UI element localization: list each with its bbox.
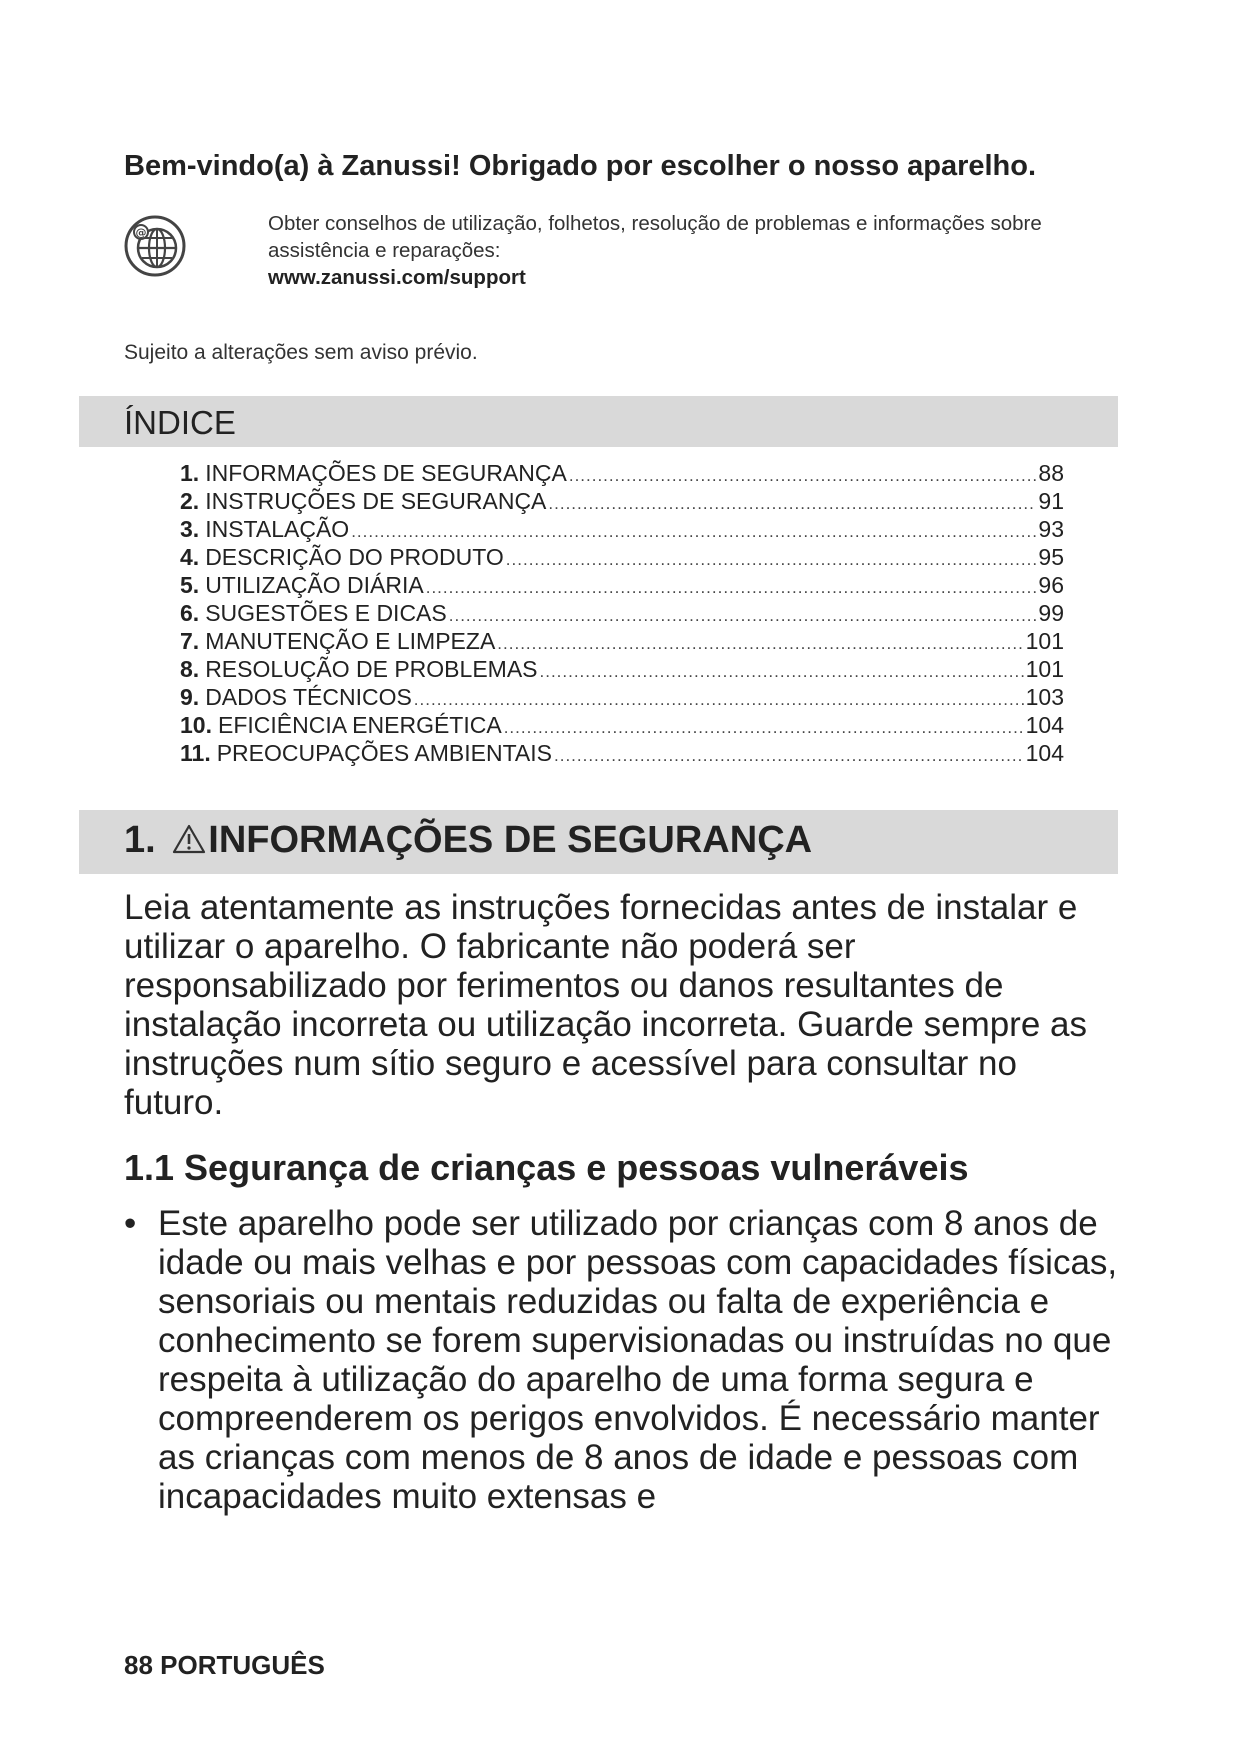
toc-page: 95 bbox=[1038, 544, 1064, 570]
change-notice: Sujeito a alterações sem aviso prévio. bbox=[124, 341, 478, 364]
toc-page: 104 bbox=[1025, 740, 1064, 766]
toc-title: SUGESTÕES E DICAS bbox=[205, 600, 447, 626]
subsection-heading: 1.1 Segurança de crianças e pessoas vulneráveis bbox=[124, 1147, 969, 1188]
toc-page: 104 bbox=[1025, 712, 1064, 738]
toc-number: 4. bbox=[180, 544, 200, 570]
table-of-contents bbox=[180, 460, 1064, 768]
toc-leader bbox=[414, 690, 1024, 710]
toc-title: EFICIÊNCIA ENERGÉTICA bbox=[217, 712, 502, 738]
toc-number: 7. bbox=[180, 628, 200, 654]
toc-page: 101 bbox=[1025, 656, 1064, 682]
warning-icon bbox=[172, 824, 206, 854]
toc-item-10[interactable] bbox=[180, 712, 1064, 740]
toc-leader bbox=[554, 746, 1024, 766]
support-description: Obter conselhos de utilização, folhetos, resolução de problemas e informações sobre assistência e reparações: bbox=[268, 212, 1042, 262]
toc-leader bbox=[548, 494, 1036, 514]
toc-leader bbox=[569, 466, 1037, 486]
toc-title: MANUTENÇÃO E LIMPEZA bbox=[205, 628, 496, 654]
toc-leader bbox=[497, 634, 1023, 654]
toc-title: DADOS TÉCNICOS bbox=[205, 684, 412, 710]
toc-leader bbox=[351, 522, 1036, 542]
toc-page: 91 bbox=[1038, 488, 1064, 514]
index-title: ÍNDICE bbox=[124, 404, 236, 441]
toc-page: 93 bbox=[1038, 516, 1064, 542]
toc-item-4[interactable] bbox=[180, 544, 1064, 572]
toc-item-3[interactable] bbox=[180, 516, 1064, 544]
support-link[interactable]: www.zanussi.com/support bbox=[268, 266, 526, 289]
intro-paragraph: Leia atentamente as instruções fornecidas antes de instalar e utilizar o aparelho. O fabricante não poderá ser responsabilizado por ferimentos ou danos resultantes de instalação incorreta ou utilização incorreta. Guarde sempre as instruções num sítio seguro e acessível para consultar no futuro. bbox=[124, 888, 1087, 1122]
list-item bbox=[124, 1204, 1124, 1516]
toc-title: DESCRIÇÃO DO PRODUTO bbox=[205, 544, 504, 570]
toc-item-9[interactable] bbox=[180, 684, 1064, 712]
toc-number: 8. bbox=[180, 656, 200, 682]
toc-title: INSTRUÇÕES DE SEGURANÇA bbox=[205, 488, 547, 514]
support-info bbox=[268, 210, 1128, 291]
toc-title: INSTALAÇÃO bbox=[205, 516, 350, 542]
toc-item-11[interactable] bbox=[180, 740, 1064, 768]
bullet-marker: • bbox=[124, 1204, 137, 1243]
toc-leader bbox=[449, 606, 1037, 626]
bullet-text: Este aparelho pode ser utilizado por crianças com 8 anos de idade ou mais velhas e por pessoas com capacidades físicas, sensoriais ou mentais reduzidas ou falta de experiência e conhecimento se forem supervisionadas ou instruídas no que respeita à utilização do aparelho de uma forma segura e compreenderem os perigos envolvidos. É necessário manter as crianças com menos de 8 anos de idade e pessoas com incapacidades muito extensas e bbox=[158, 1204, 1118, 1516]
toc-page: 101 bbox=[1025, 628, 1064, 654]
toc-leader bbox=[506, 550, 1037, 570]
toc-number: 11. bbox=[180, 740, 211, 766]
toc-leader bbox=[504, 718, 1024, 738]
toc-item-7[interactable] bbox=[180, 628, 1064, 656]
toc-item-8[interactable] bbox=[180, 656, 1064, 684]
section-number: 1. bbox=[124, 819, 156, 861]
toc-title: UTILIZAÇÃO DIÁRIA bbox=[205, 572, 424, 598]
page-number: 88 bbox=[124, 1650, 153, 1680]
page-footer bbox=[124, 1650, 325, 1681]
toc-number: 10. bbox=[180, 712, 212, 738]
toc-title: INFORMAÇÕES DE SEGURANÇA bbox=[205, 460, 567, 486]
toc-page: 103 bbox=[1025, 684, 1064, 710]
globe-icon bbox=[123, 214, 187, 278]
section-title: INFORMAÇÕES DE SEGURANÇA bbox=[208, 819, 813, 861]
toc-number: 1. bbox=[180, 460, 200, 486]
toc-leader bbox=[540, 662, 1024, 682]
bullet-list bbox=[124, 1204, 1124, 1516]
welcome-heading: Bem-vindo(a) à Zanussi! Obrigado por escolher o nosso aparelho. bbox=[124, 150, 1037, 182]
toc-number: 6. bbox=[180, 600, 200, 626]
section-heading bbox=[124, 819, 812, 862]
toc-number: 2. bbox=[180, 488, 200, 514]
toc-number: 9. bbox=[180, 684, 200, 710]
toc-item-6[interactable] bbox=[180, 600, 1064, 628]
toc-title: RESOLUÇÃO DE PROBLEMAS bbox=[205, 656, 538, 682]
footer-language: PORTUGUÊS bbox=[160, 1650, 325, 1680]
toc-page: 88 bbox=[1038, 460, 1064, 486]
toc-title: PREOCUPAÇÕES AMBIENTAIS bbox=[216, 740, 552, 766]
svg-text:@: @ bbox=[135, 226, 147, 239]
toc-leader bbox=[426, 578, 1037, 598]
toc-number: 5. bbox=[180, 572, 200, 598]
toc-item-5[interactable] bbox=[180, 572, 1064, 600]
toc-item-1[interactable] bbox=[180, 460, 1064, 488]
toc-number: 3. bbox=[180, 516, 200, 542]
toc-item-2[interactable] bbox=[180, 488, 1064, 516]
toc-page: 96 bbox=[1038, 572, 1064, 598]
toc-page: 99 bbox=[1038, 600, 1064, 626]
